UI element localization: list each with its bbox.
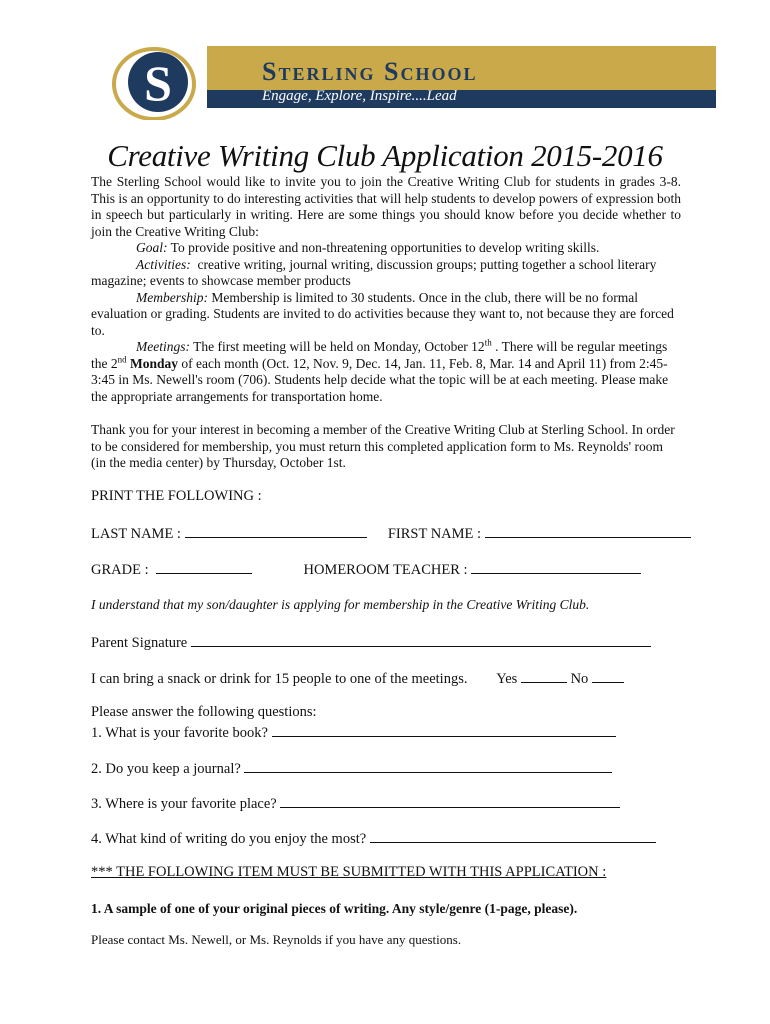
meetings-label: Meetings:: [136, 339, 190, 354]
activities-text: creative writing, journal writing, discussion groups; putting together a school literary magazine; events to showcase member products: [91, 256, 657, 288]
first-name-field[interactable]: [485, 523, 691, 538]
first-name-label: FIRST NAME :: [387, 526, 482, 542]
no-label: No: [570, 671, 589, 687]
intro-section: [91, 174, 681, 405]
question-2-row: [91, 758, 612, 778]
thanks-paragraph: Thank you for your interest in becoming a member of the Creative Writing Club at Sterling School. In order to be considered for membership, you must return this completed application form to Ms. Reynolds' room (in the media center) by Thursday, October 1st.: [91, 422, 675, 470]
meetings-bold: Monday: [126, 355, 179, 371]
submission-item: 1. A sample of one of your original pieces of writing. Any style/genre (1-page, please).: [91, 901, 578, 916]
grade-label: GRADE :: [91, 562, 149, 578]
question-1-field[interactable]: [272, 722, 616, 737]
membership-text: Membership is limited to 30 students. Once in the club, there will be no formal evaluation or grading. Students are invited to do activities because they want to, not because they are forced to.: [91, 289, 674, 338]
question-4-row: [91, 828, 656, 848]
intro-paragraph: The Sterling School would like to invite you to join the Creative Writing Club for students in grades 3-8. This is an opportunity to do interesting activities that will help students to develop powers of expression both in speech but particularly in writing. Here are some things you should know before you decide whether to join the Creative Writing Club:: [91, 174, 681, 239]
school-logo: [112, 44, 716, 120]
question-2-field[interactable]: [244, 758, 612, 773]
activities-line: [91, 257, 681, 290]
yes-field[interactable]: [521, 668, 567, 683]
meetings-sup-2: nd: [117, 354, 127, 364]
no-field[interactable]: [592, 668, 624, 683]
question-1-label: 1. What is your favorite book?: [91, 725, 268, 741]
print-heading: PRINT THE FOLLOWING :: [91, 488, 262, 504]
homeroom-label: HOMEROOM TEACHER :: [303, 562, 468, 578]
activities-label: Activities:: [136, 256, 191, 272]
snack-row: [91, 668, 624, 688]
membership-line: [91, 290, 681, 340]
yes-label: Yes: [496, 671, 518, 687]
contact-note: Please contact Ms. Newell, or Ms. Reynolds if you have any questions.: [91, 932, 462, 947]
grade-row: [91, 559, 641, 579]
membership-label: Membership:: [136, 289, 208, 305]
snack-question: I can bring a snack or drink for 15 people to one of the meetings.: [91, 671, 468, 687]
homeroom-field[interactable]: [471, 559, 641, 574]
signature-row: [91, 632, 651, 652]
meetings-text-3: of each month (Oct. 12, Nov. 9, Dec. 14, Jan. 11, Feb. 8, Mar. 14 and April 11) from 2:45-3:45 in Ms. Newell's room (706). Students help decide what the topic will be at each meeting. Please make the appropriate arrangements for transportation home.: [91, 355, 669, 404]
school-tagline: Engage, Explore, Inspire....Lead: [262, 88, 457, 104]
grade-field[interactable]: [156, 559, 252, 574]
meetings-text-1: The first meeting will be held on Monday, October 12: [193, 339, 485, 354]
logo-letter: S: [144, 55, 172, 111]
meetings-line: [91, 339, 681, 405]
last-name-field[interactable]: [185, 523, 367, 538]
submission-heading: *** THE FOLLOWING ITEM MUST BE SUBMITTED WITH THIS APPLICATION :: [91, 864, 607, 880]
meetings-text-2: . There will be regular meetings the 2: [91, 339, 668, 371]
school-name: Sterling School: [262, 57, 478, 86]
goal-text: To provide positive and non-threatening opportunities to develop writing skills.: [170, 240, 600, 255]
question-1-row: [91, 722, 616, 742]
parent-signature-field[interactable]: [191, 632, 651, 647]
goal-label: Goal:: [136, 240, 168, 255]
goal-line: [91, 240, 681, 257]
question-3-field[interactable]: [280, 793, 620, 808]
meetings-sup-1: th: [484, 337, 492, 348]
parent-statement: I understand that my son/daughter is applying for membership in the Creative Writing Club.: [91, 597, 590, 612]
last-name-label: LAST NAME :: [91, 526, 181, 542]
question-3-label: 3. Where is your favorite place?: [91, 796, 277, 812]
question-4-label: 4. What kind of writing do you enjoy the most?: [91, 831, 367, 847]
page-title: Creative Writing Club Application 2015-2016: [107, 138, 663, 173]
question-4-field[interactable]: [370, 828, 656, 843]
question-3-row: [91, 793, 620, 813]
name-row: [91, 523, 691, 543]
questions-heading: Please answer the following questions:: [91, 704, 317, 720]
question-2-label: 2. Do you keep a journal?: [91, 761, 241, 777]
parent-signature-label: Parent Signature: [91, 635, 188, 651]
